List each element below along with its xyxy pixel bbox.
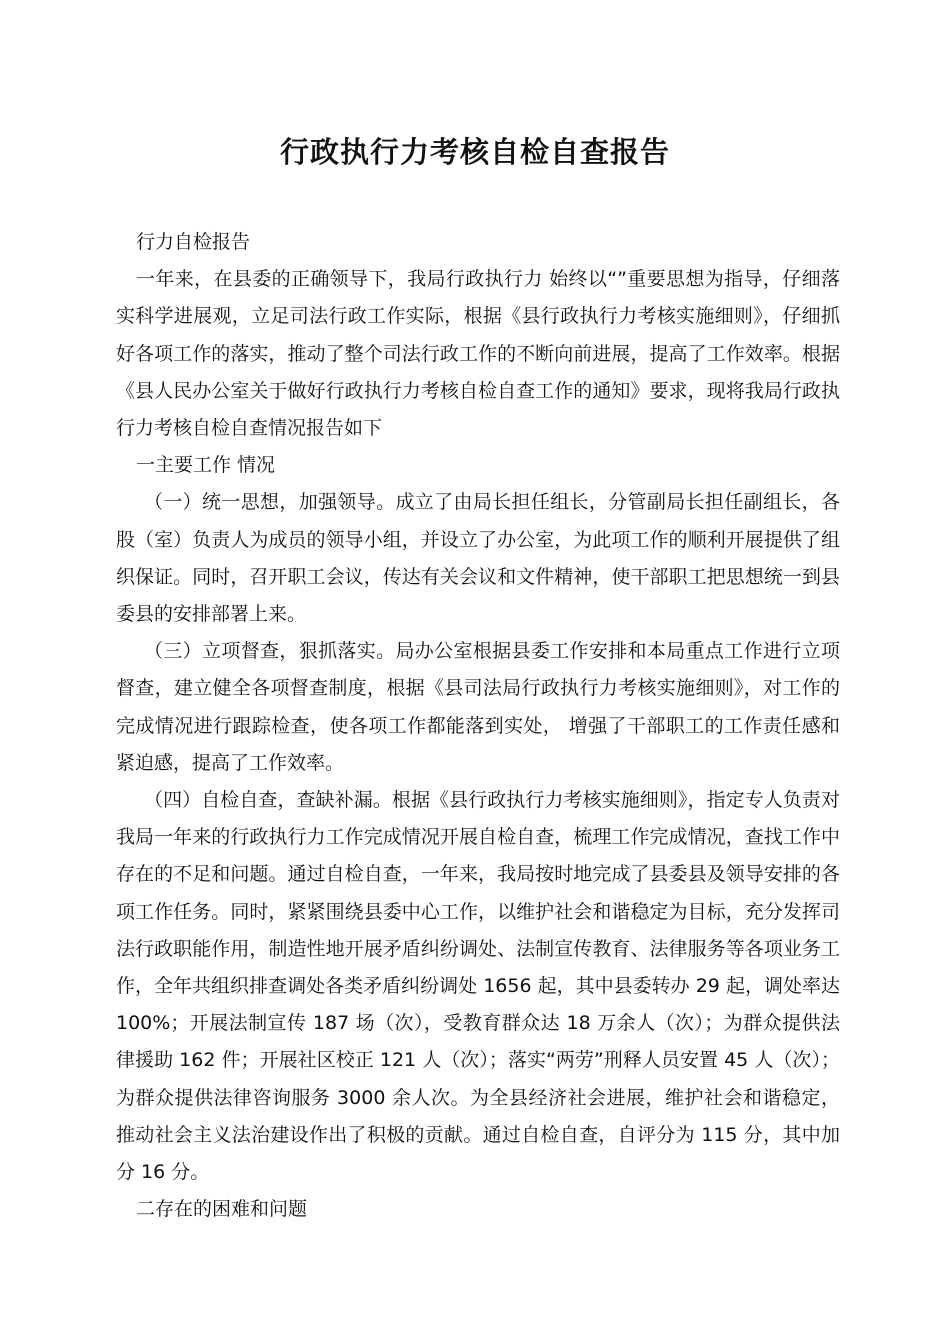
section-heading-main-work: 一主要工作 情况: [136, 454, 276, 477]
document-subtitle: 行力自检报告: [136, 231, 251, 253]
paragraph-item-4: （四）自检自查，查缺补漏。根据《县行政执行力考核实施细则》，指定专人负责对我局一年来的行政执行力工作完成情况开展自检自查，梳理工作完成情况，查找工作中存在的不足和问题。通过自检自查，一年来，我局按时地完成了县委县及领导安排的各项工作任务。同时，紧紧围绕县委中心工作，以维护社会和谐稳定为目标，充分发挥司法行政职能作用，制造性地开展矛盾纠纷调处、法制宣传教育、法律服务等各项业务工作，全年共组织排查调处各类矛盾纠纷调处 1656 起，其中县委转办 29 起，调处率达 100%；开展法制宣传 187 场（次），受教育群众达 18 万余人（次）；为群众提供法律援助 162 件；开展社区校正 121 人（次）；落实“两劳”刑释人员安置 45 人（次）；为群众提供法律咨询服务 3000 余人次。为全县经济社会进展，维护社会和谐稳定，推动社会主义法治建设作出了积极的贡献。通过自检自查，自评分为 115 分，其中加分 16 分。: [116, 789, 840, 1184]
intro-paragraph: 一年来，在县委的正确领导下，我局行政执行力 始终以“”重要思想为指导，仔细落实科学进展观，立足司法行政工作实际，根据《县行政执行力考核实施细则》，仔细抓好各项工作的落实，推动了整个司法行政工作的不断向前进展，提高了工作效率。根据《县人民办公室关于做好行政执行力考核自检自查工作的通知》要求，现将我局行政执行力考核自检自查情况报告如下: [116, 268, 840, 440]
paragraph-item-3: （三）立项督查，狠抓落实。局办公室根据县委工作安排和本局重点工作进行立项督查，建立健全各项督查制度，根据《县司法局行政执行力考核实施细则》，对工作的完成情况进行跟踪检查，使各项工作都能落到实处， 增强了干部职工的工作责任感和紧迫感，提高了工作效率。: [116, 640, 840, 774]
document-body: [116, 224, 840, 1228]
section-heading-problems: 二存在的困难和问题: [136, 1198, 308, 1221]
document-title: 行政执行力考核自检自查报告: [279, 135, 670, 169]
paragraph-item-1: （一）统一思想，加强领导。成立了由局长担任组长，分管副局长担任副组长，各股（室）负责人为成员的领导小组，并设立了办公室，为此项工作的顺利开展提供了组织保证。同时，召开职工会议，传达有关会议和文件精神，使干部职工把思想统一到县委县的安排部署上来。: [116, 491, 840, 626]
